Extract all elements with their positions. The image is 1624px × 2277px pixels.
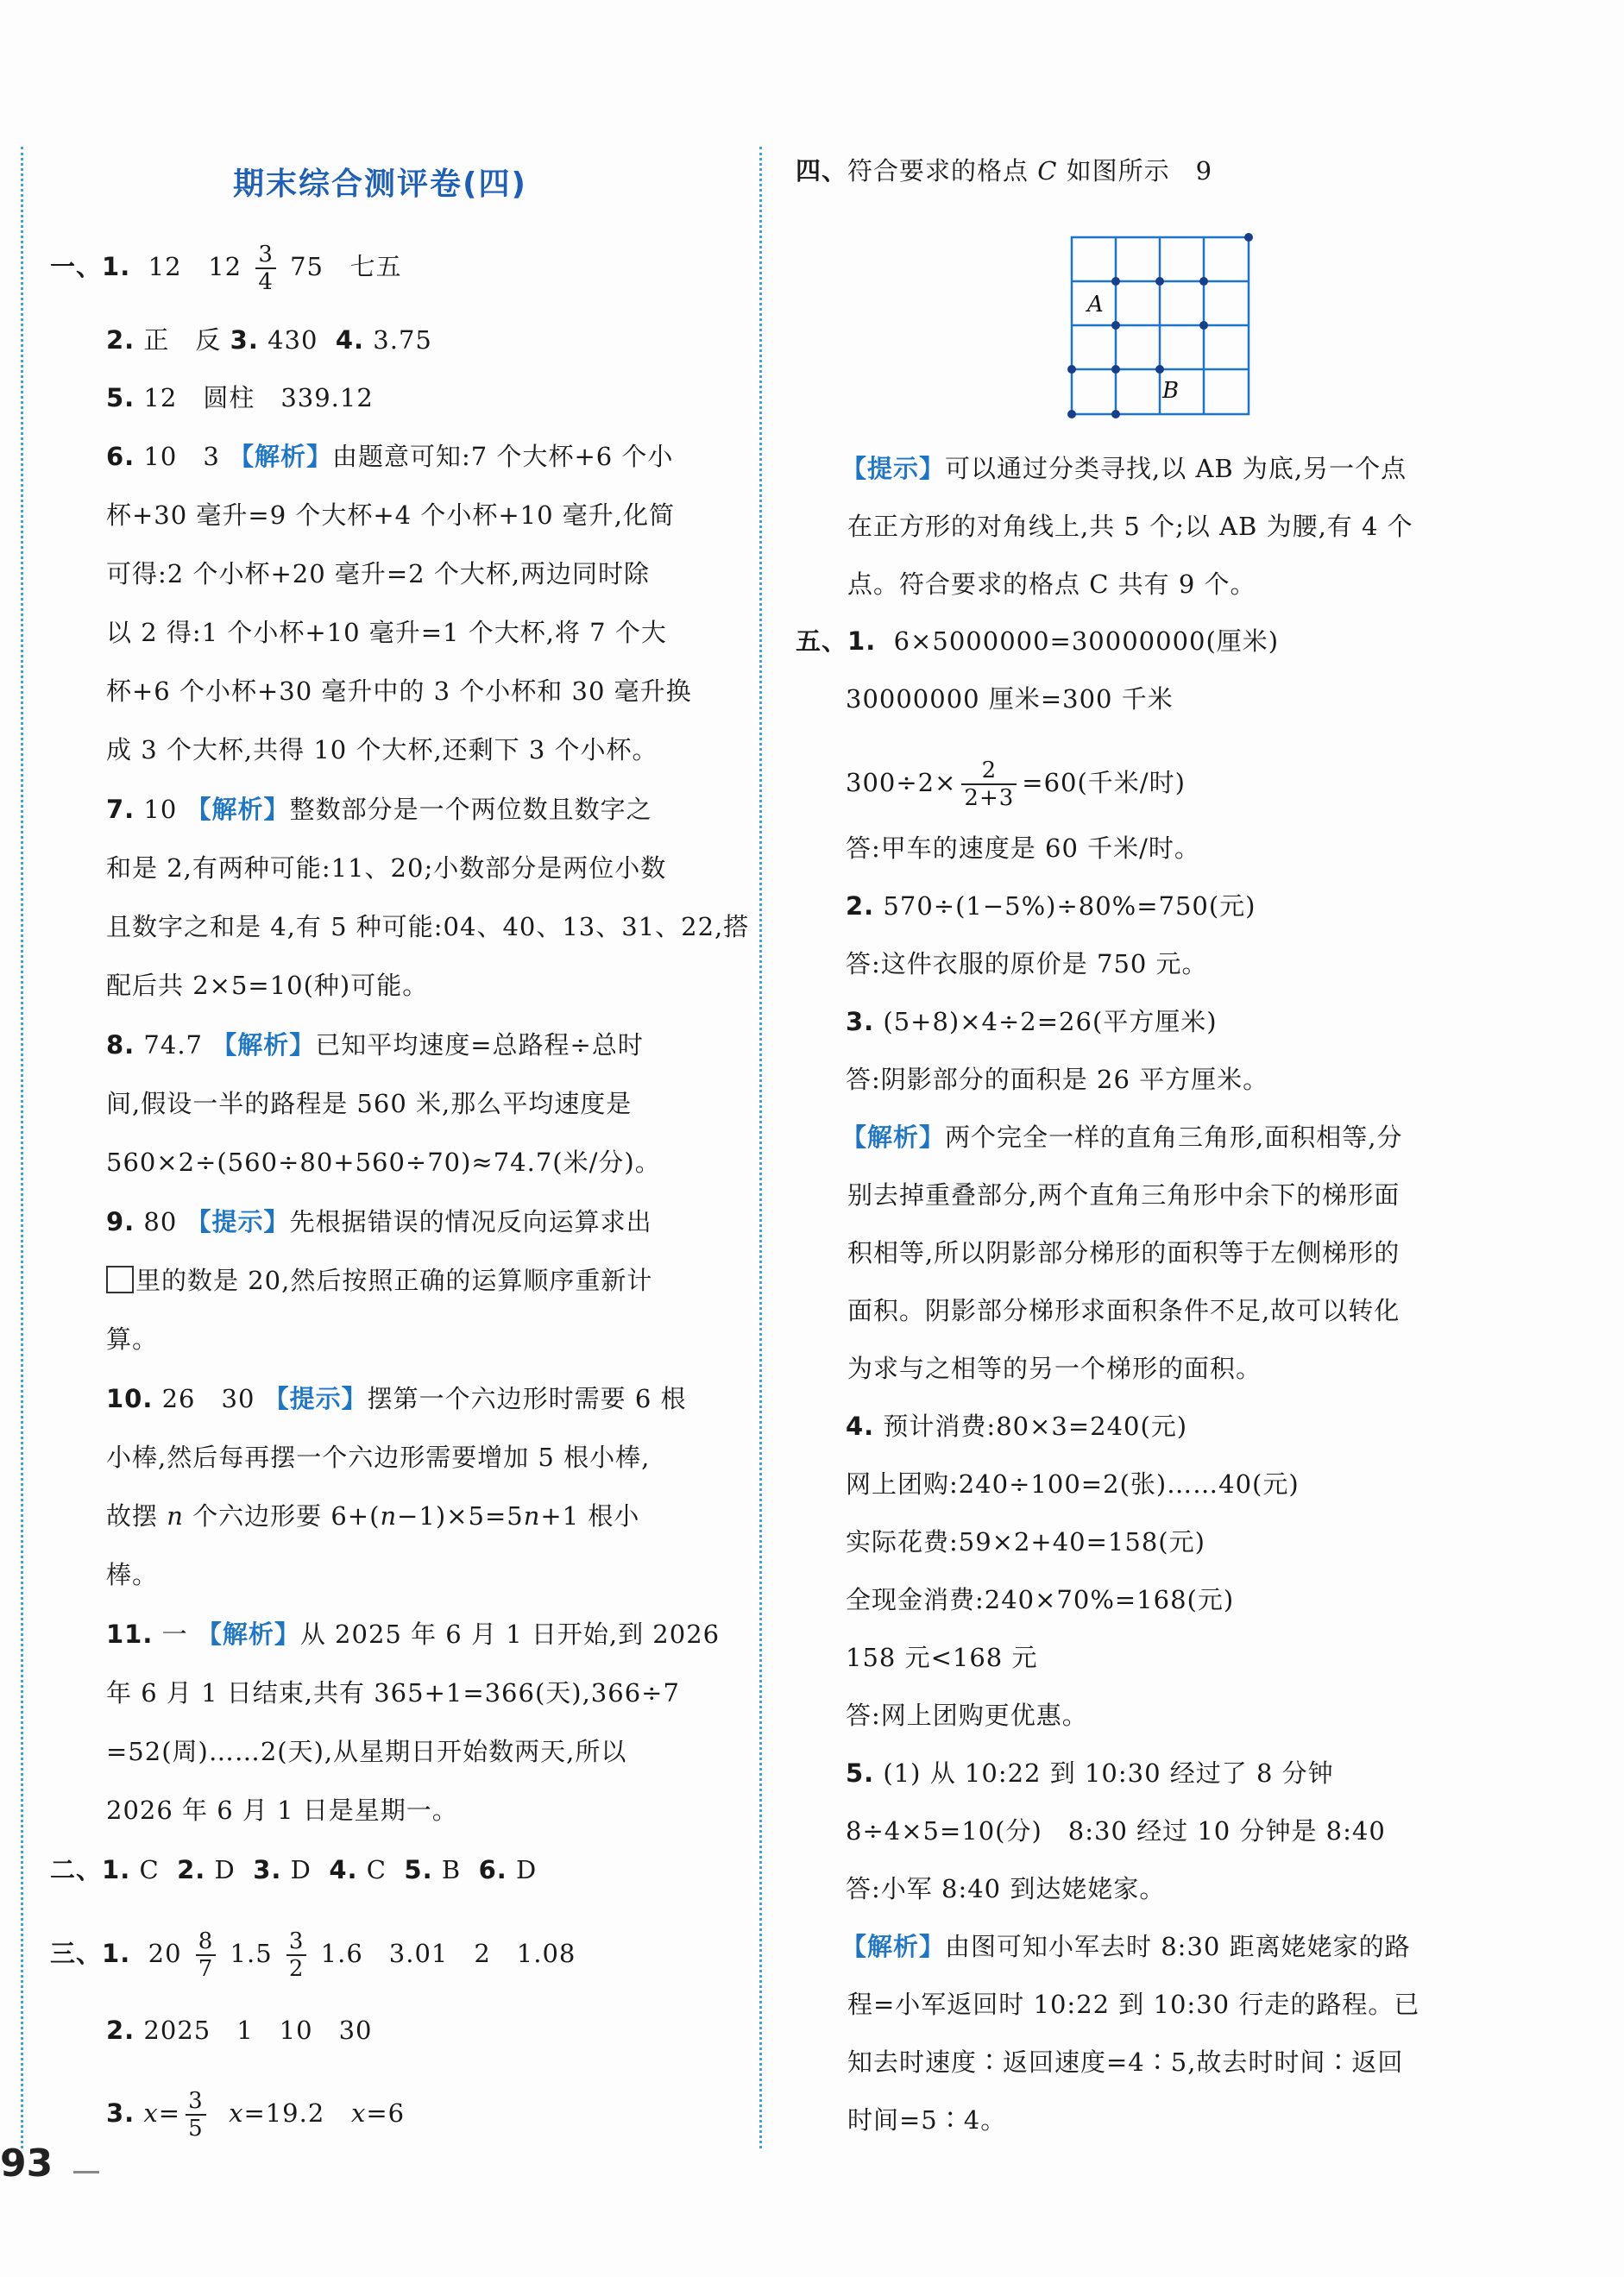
explanation-line: 由题意可知:7 个大杯+6 个小 [332,442,674,471]
s1-q6 [106,439,673,474]
answer: C [366,1855,387,1884]
question-number: 10. [106,1384,154,1413]
grid-lines [1072,237,1249,414]
question-number: 1. [102,1939,131,1968]
answer-line: 答:这件衣服的原价是 750 元。 [846,949,1208,978]
section-label: 二、 [50,1855,103,1884]
explanation-line: 时间=5∶4。 [847,2105,1007,2135]
question-number: 2. [177,1855,206,1884]
explanation-line: 棒。 [106,1560,159,1589]
variable: x [350,2098,367,2128]
answer: 12 圆柱 339.12 [143,383,374,412]
point-c [1244,233,1253,242]
text: −1)×5=5 [397,1501,524,1531]
variable: n [380,1501,398,1531]
solution-line: 8÷4×5=10(分) 8:30 经过 10 分钟是 8:40 [846,1816,1386,1846]
question-number: 5. [106,383,135,412]
explanation-line: 在正方形的对角线上,共 5 个;以 AB 为腰,有 4 个 [847,512,1413,541]
explanation-line: 且数字之和是 4,有 5 种可能:04、40、13、31、22,搭 [106,912,750,941]
s5-q3 [846,1004,1218,1039]
question-number: 6. [106,442,135,471]
question-number: 4. [335,325,365,355]
explanation-line: 可得:2 个小杯+20 毫升=2 个大杯,两边同时除 [106,559,651,588]
lattice-grid-figure [1066,231,1256,421]
explanation-line: 成 3 个大杯,共得 10 个大杯,还剩下 3 个小杯。 [106,735,658,764]
explanation-line: 面积。阴影部分梯形求面积条件不足,故可以转化 [847,1296,1401,1325]
s1-q11 [106,1617,720,1651]
numerator: 8 [196,1928,217,1956]
point-a [1111,321,1120,330]
s3-q2 [106,2013,372,2047]
answer: 10 [143,795,178,824]
explanation-line: 杯+30 毫升=9 个大杯+4 个小杯+10 毫升,化简 [106,500,675,530]
explanation-line: 整数部分是一个两位数且数字之 [289,795,652,824]
question-number: 5. [404,1855,433,1884]
page-number-rule [73,2171,99,2173]
explanation-line: 小棒,然后每再摆一个六边形需要增加 5 根小棒, [106,1443,651,1472]
blank-box-icon [106,1266,134,1293]
fraction [186,2088,206,2142]
answer: 1.6 3.01 2 1.08 [320,1939,576,1968]
analysis-tag: 【解析】 [229,442,333,471]
answer: 1.5 [230,1939,273,1968]
solution-line: 实际花费:59×2+40=158(元) [846,1527,1205,1557]
left-margin-divider [21,147,23,2148]
text: 故摆 [106,1501,159,1531]
text: 符合要求的格点 [847,156,1029,186]
explanation-line: 配后共 2×5=10(种)可能。 [106,971,429,1000]
explanation-line [106,1499,639,1533]
explanation-line: 以 2 得:1 个小杯+10 毫升=1 个大杯,将 7 个大 [106,618,667,647]
point-c [1111,277,1120,286]
analysis-tag: 【解析】 [841,1123,946,1152]
variable: x [143,2098,159,2128]
question-number: 3. [846,1007,875,1036]
s1-q7 [106,792,652,827]
answer: 26 30 [161,1384,255,1413]
solution-line: 158 元<168 元 [846,1643,1038,1672]
solution-line: 6×5000000=30000000(厘米) [893,626,1280,656]
s1-q2-q4 [106,323,432,357]
label-b: B [1162,378,1180,404]
point-c [1111,410,1120,418]
fraction [286,1928,307,1982]
s5-q5 [846,1756,1334,1790]
hint-tag: 【提示】 [186,1207,290,1236]
page-title: 期末综合测评卷(四) [233,167,527,202]
explanation-line: 知去时速度∶返回速度=4∶5,故去时时间∶返回 [847,2047,1404,2077]
point-c [1067,365,1076,374]
explanation-line: 两个完全一样的直角三角形,面积相等,分 [945,1123,1403,1152]
hint-tag: 【提示】 [263,1384,368,1413]
explanation-line: 间,假设一半的路程是 560 米,那么平均速度是 [106,1089,633,1118]
answer: C [139,1855,160,1884]
denominator: 4 [258,269,274,295]
question-number: 2. [846,891,875,921]
answer: 一 [161,1620,188,1649]
solution-line: (5+8)×4÷2=26(平方厘米) [883,1007,1218,1036]
question-number: 2. [106,2016,135,2045]
question-number: 1. [847,626,877,656]
answer: 12 [148,252,182,281]
section-label: 五、 [796,626,848,656]
section-label: 三、 [50,1939,103,1968]
answer: 七五 [349,252,402,281]
text: =60(千米/时) [1022,768,1186,797]
answer: =6 [366,2098,406,2128]
question-number: 9. [106,1207,135,1236]
text: = [158,2098,181,2128]
explanation-line: 先根据错误的情况反向运算求出 [289,1207,652,1236]
solution-line: 预计消费:80×3=240(元) [883,1412,1188,1441]
explanation-line: 和是 2,有两种可能:11、20;小数部分是两位小数 [106,853,667,883]
explanation-line: 别去掉重叠部分,两个直角三角形中余下的梯形面 [847,1180,1401,1210]
analysis-tag: 【解析】 [186,795,290,824]
s3-q3 [106,2088,405,2142]
answer-line: 答:网上团购更优惠。 [846,1701,1088,1730]
answer: 75 [290,252,324,281]
label-a: A [1087,292,1104,318]
section-label: 一、 [50,252,103,281]
explanation-line: 算。 [106,1324,159,1354]
answer: D [515,1855,538,1884]
explanation-line: 可以通过分类寻找,以 AB 为底,另一个点 [945,454,1407,483]
analysis-tag: 【解析】 [196,1620,300,1649]
explanation-line [106,1263,652,1298]
explanation-line: 摆第一个六边形时需要 6 根 [367,1384,687,1413]
question-number: 3. [230,325,259,355]
answer: =19.2 [243,2098,325,2128]
s4-answer [796,154,1212,188]
s5-q3-analysis [841,1120,1402,1154]
solution-line: 网上团购:240÷100=2(张)……40(元) [846,1469,1300,1499]
s4-hint [841,451,1407,486]
answer: 12 [208,252,242,281]
answer: 80 [143,1207,178,1236]
explanation-line: 从 2025 年 6 月 1 日开始,到 2026 [299,1620,721,1649]
denominator: 2 [288,1956,305,1982]
explanation-line: 程=小军返回时 10:22 到 10:30 行走的路程。已 [847,1990,1420,2019]
question-number: 2. [106,325,135,355]
question-number: 7. [106,795,135,824]
s5-q4 [846,1409,1187,1444]
solution-line: 30000000 厘米=300 千米 [846,684,1174,714]
variable: C [1037,156,1058,186]
fraction [961,758,1017,811]
explanation-line: 积相等,所以阴影部分梯形的面积等于左侧梯形的 [847,1238,1401,1267]
numerator: 2 [961,758,1017,785]
answer-line: 答:小军 8:40 到达姥姥家。 [846,1874,1166,1903]
numerator: 3 [186,2088,206,2116]
question-number: 8. [106,1030,135,1060]
question-number: 4. [846,1412,875,1441]
text: 个六边形要 6+( [192,1501,381,1531]
question-number: 3. [253,1855,282,1884]
answer: 正 反 [143,325,222,355]
variable: n [167,1501,184,1531]
point-c [1067,410,1076,418]
solution-line: 570÷(1−5%)÷80%=750(元) [883,891,1256,921]
answer: 20 [148,1939,182,1968]
question-number: 1. [102,252,131,281]
s5-q1 [796,624,1279,658]
analysis-tag: 【解析】 [211,1030,316,1060]
denominator: 5 [188,2116,204,2142]
answer-line: 答:阴影部分的面积是 26 平方厘米。 [846,1065,1269,1094]
solution-line: 全现金消费:240×70%=168(元) [846,1585,1235,1614]
answer: D [290,1855,312,1884]
point-c [1111,365,1120,374]
page-number: 93 [0,2142,54,2186]
denominator: 7 [198,1956,214,1982]
answer: 430 [268,325,318,355]
answer: 10 3 [143,442,220,471]
explanation-line: 点。符合要求的格点 C 共有 9 个。 [847,569,1256,599]
point-c [1155,277,1164,286]
explanation-text: 里的数是 20,然后按照正确的运算顺序重新计 [135,1266,653,1295]
point-b [1155,365,1164,374]
fraction [255,242,276,295]
explanation-line: 由图可知小军去时 8:30 距离姥姥家的路 [945,1932,1411,1961]
explanation-line: 年 6 月 1 日结束,共有 365+1=366(天),366÷7 [106,1678,680,1708]
question-number: 6. [478,1855,507,1884]
point-c [1199,277,1208,286]
variable: n [523,1501,541,1531]
explanation-line: 已知平均速度=总路程÷总时 [315,1030,644,1060]
explanation-line: 为求与之相等的另一个梯形的面积。 [847,1354,1262,1383]
answer: 3.75 [373,325,432,355]
s1-q8 [106,1028,644,1062]
hint-tag: 【提示】 [841,454,946,483]
numerator: 3 [255,242,276,269]
explanation-line: 2026 年 6 月 1 日是星期一。 [106,1796,458,1825]
question-number: 3. [106,2098,135,2128]
question-number: 4. [329,1855,358,1884]
answer: 74.7 [143,1030,203,1060]
solution-line: (1) 从 10:22 到 10:30 经过了 8 分钟 [883,1758,1334,1788]
solution-line [846,758,1186,811]
text: +1 根小 [540,1501,640,1531]
s1-q1 [50,242,402,295]
text: 300÷2× [846,768,957,797]
s5-q2 [846,889,1256,923]
section-label: 四、 [796,156,848,186]
explanation-line: =52(周)……2(天),从星期日开始数两天,所以 [106,1737,627,1766]
point-c [1199,321,1208,330]
column-divider [759,147,762,2148]
s1-q5 [106,381,374,415]
question-number: 1. [102,1855,131,1884]
explanation-line: 560×2÷(560÷80+560÷70)≈74.7(米/分)。 [106,1148,661,1177]
answer-line: 答:甲车的速度是 60 千米/时。 [846,833,1200,863]
numerator: 3 [286,1928,307,1956]
s3-q1 [50,1928,576,1982]
s1-q10 [106,1381,687,1416]
question-number: 11. [106,1620,154,1649]
answer: D [214,1855,236,1884]
s5-q5-analysis [841,1929,1411,1964]
variable: x [229,2098,244,2128]
denominator: 2+3 [964,785,1015,811]
explanation-line: 杯+6 个小杯+30 毫升中的 3 个小杯和 30 毫升换 [106,676,692,706]
fraction [196,1928,217,1982]
text: 如图所示 9 [1066,156,1213,186]
question-number: 5. [846,1758,875,1788]
analysis-tag: 【解析】 [841,1932,946,1961]
answer: 2025 1 10 30 [143,2016,373,2045]
answer: B [441,1855,462,1884]
s1-q9 [106,1205,652,1239]
s2-answers [50,1852,537,1887]
